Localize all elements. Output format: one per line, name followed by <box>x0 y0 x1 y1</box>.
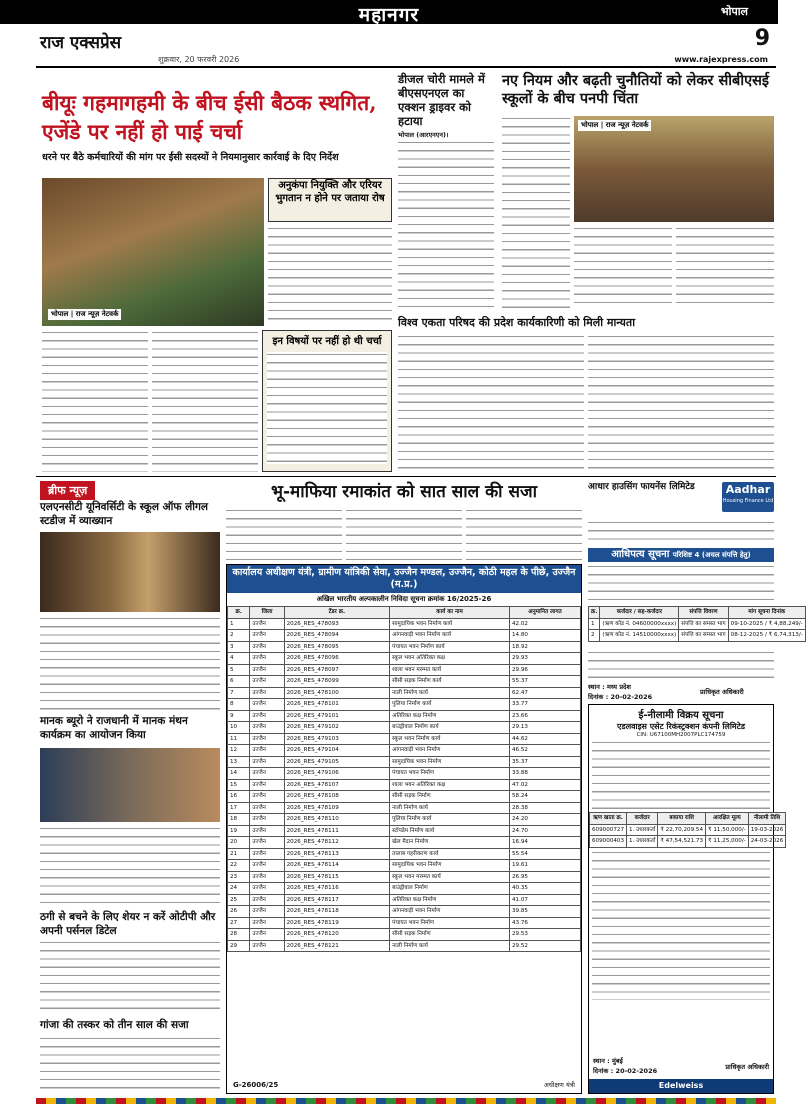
cbse-credit: भोपाल | राज न्यूज़ नेटवर्क <box>578 120 651 131</box>
tender-cell: उज्जैन <box>250 641 284 653</box>
issue-date: शुक्रवार, 20 फरवरी 2026 <box>158 55 240 64</box>
tender-cell: 40.35 <box>509 883 580 895</box>
tender-cell: नाली निर्माण कार्य <box>390 940 510 952</box>
tender-cell: बाउंड्रीवाल निर्माण कार्य <box>390 722 510 734</box>
tender-cell: 27 <box>228 917 250 929</box>
tender-cell: 6 <box>228 676 250 688</box>
tender-row <box>228 837 581 849</box>
edelweiss-cell: ₹ 11,50,000/- <box>706 824 749 836</box>
tender-cell: पुलिया निर्माण कार्य <box>390 699 510 711</box>
tender-cell: उज्जैन <box>250 894 284 906</box>
tender-cell: 13 <box>228 756 250 768</box>
tender-cell: सीसी सड़क निर्माण <box>390 929 510 941</box>
tender-row <box>228 940 581 952</box>
tender-cell: उज्जैन <box>250 768 284 780</box>
tender-row <box>228 733 581 745</box>
edelweiss-cell: 24-03-2026 <box>748 836 786 848</box>
tender-cell: उज्जैन <box>250 940 284 952</box>
tender-cell: 16 <box>228 791 250 803</box>
tender-row <box>228 860 581 872</box>
lead-subhead: धरने पर बैठे कर्मचारियों की मांग पर ईसी सदस्यों ने नियमानुसार कार्रवाई के दिए निर्देश <box>42 152 339 163</box>
tender-cell: उज्जैन <box>250 883 284 895</box>
tender-cell: 3 <box>228 641 250 653</box>
tender-cell: 2026_RES_478101 <box>284 699 390 711</box>
tender-cell: 58.24 <box>509 791 580 803</box>
masthead: राज एक्सप्रेस <box>40 33 122 53</box>
aadhar-signatory: प्राधिकृत अधिकारी <box>700 688 744 696</box>
tender-cell: उज्जैन <box>250 653 284 665</box>
tender-row <box>228 779 581 791</box>
website[interactable]: www.rajexpress.com <box>674 55 768 64</box>
tender-cell: 43.76 <box>509 917 580 929</box>
tender-cell: 2026_RES_478120 <box>284 929 390 941</box>
tender-office: कार्यालय अधीक्षण यंत्री, ग्रामीण यांत्रिकी सेवा, उज्जैन मण्डल, उज्जैन, कोठी महल के पीछे, उज्जैन (म.प्र.) <box>227 565 581 593</box>
tender-cell: 16.94 <box>509 837 580 849</box>
brief-text-3 <box>40 940 220 1014</box>
tender-cell: 21 <box>228 848 250 860</box>
tender-row <box>228 745 581 757</box>
tender-cell: 29.53 <box>509 929 580 941</box>
brief-label: ब्रीफ न्यूज़ <box>40 481 95 500</box>
tender-cell: 2026_RES_478116 <box>284 883 390 895</box>
tender-cell: 10 <box>228 722 250 734</box>
tender-cell: 46.52 <box>509 745 580 757</box>
tender-cell: 12 <box>228 745 250 757</box>
tender-cell: उज्जैन <box>250 710 284 722</box>
tender-cell: सामुदायिक भवन निर्माण <box>390 756 510 768</box>
vishwa-col-2 <box>588 334 774 470</box>
edelweiss-header-cell: नीलामी तिथि <box>748 813 786 825</box>
tender-cell: खेल मैदान निर्माण <box>390 837 510 849</box>
tender-cell: अतिरिक्त कक्ष निर्माण <box>390 710 510 722</box>
tender-cell: 2026_RES_478117 <box>284 894 390 906</box>
aadhar-cell: (ऋण कोड नं. 14510000xxxx) <box>600 630 679 642</box>
tender-cell: 55.54 <box>509 848 580 860</box>
aadhar-logo: Aadhar Housing Finance Ltd <box>722 482 774 512</box>
tender-cell: उज्जैन <box>250 814 284 826</box>
tender-cell: 2026_RES_479106 <box>284 768 390 780</box>
tender-cell: उज्जैन <box>250 779 284 791</box>
tender-cell: पुलिया निर्माण कार्य <box>390 814 510 826</box>
cbse-col-1 <box>502 116 570 310</box>
mid-rule <box>36 476 776 477</box>
aadhar-cell: 08-12-2025 / ₹ 6,74,313/- <box>728 630 805 642</box>
tender-cell: 2026_RES_478111 <box>284 825 390 837</box>
tender-cell: उज्जैन <box>250 917 284 929</box>
tender-cell: 24.70 <box>509 825 580 837</box>
tender-cell: 33.88 <box>509 768 580 780</box>
tender-cell: 55.37 <box>509 676 580 688</box>
vishwa-headline[interactable]: विश्व एकता परिषद की प्रदेश कार्यकारिणी को मिली मान्यता <box>398 316 636 329</box>
tender-cell: 4 <box>228 653 250 665</box>
tender-cell: 2026_RES_478108 <box>284 791 390 803</box>
tender-cell: 11 <box>228 733 250 745</box>
tender-cell: 2026_RES_478109 <box>284 802 390 814</box>
aadhar-table-wrap <box>588 606 803 642</box>
edelweiss-cell: 1. उधारकर्ता <box>627 836 658 848</box>
tender-cell: 2026_RES_479105 <box>284 756 390 768</box>
brief-item-3[interactable]: ठगी से बचने के लिए शेयर न करें ओटीपी और अपनी पर्सनल डिटेल <box>40 911 216 937</box>
tender-cell: पंचायत भवन निर्माण <box>390 917 510 929</box>
tender-row <box>228 641 581 653</box>
tender-cell: उज्जैन <box>250 630 284 642</box>
edelweiss-title: ई-नीलामी विक्रय सूचना <box>638 710 724 721</box>
tender-cell: 2026_RES_478094 <box>284 630 390 642</box>
tender-cell: 2026_RES_478112 <box>284 837 390 849</box>
diesel-text <box>398 140 494 310</box>
vishwa-col-1 <box>398 334 584 470</box>
tender-cell: उज्जैन <box>250 825 284 837</box>
tender-row <box>228 814 581 826</box>
tender-cell: 19 <box>228 825 250 837</box>
tender-cell: 2026_RES_478095 <box>284 641 390 653</box>
tender-cell: 2026_RES_478100 <box>284 687 390 699</box>
tender-cell: 28.38 <box>509 802 580 814</box>
tender-cell: 2026_RES_478118 <box>284 906 390 918</box>
aadhar-date: दिनांक : 20-02-2026 <box>588 693 653 701</box>
lead-headline[interactable]: बीयूः गहमागहमी के बीच ईसी बैठक स्थगित, एजेंडे पर नहीं हो पाई चर्चा <box>42 90 377 144</box>
tender-row <box>228 722 581 734</box>
tender-cell: 25 <box>228 894 250 906</box>
brief-photo-1 <box>40 532 220 612</box>
tender-cell: 2026_RES_478110 <box>284 814 390 826</box>
tender-table <box>227 606 581 952</box>
tender-cell: 24.20 <box>509 814 580 826</box>
tender-cell: सामुदायिक भवन निर्माण <box>390 860 510 872</box>
edelweiss-cell: 609000403 <box>590 836 627 848</box>
tender-row <box>228 710 581 722</box>
aadhar-cell: 09-10-2025 / ₹ 4,88,249/- <box>728 618 805 630</box>
tender-notice <box>226 564 582 1094</box>
tender-cell: उज्जैन <box>250 871 284 883</box>
tender-title: अखिल भारतीय अल्पकालीन निविदा सूचना क्रमांक 16/2025-26 <box>316 595 492 603</box>
tender-cell: 5 <box>228 664 250 676</box>
page-number: 9 <box>754 26 770 51</box>
edelweiss-cell: ₹ 47,54,521.73 <box>658 836 706 848</box>
tender-cell: उज्जैन <box>250 745 284 757</box>
tender-cell: उज्जैन <box>250 676 284 688</box>
tender-cell: 2026_RES_478119 <box>284 917 390 929</box>
mafia-col-1 <box>226 508 342 560</box>
tender-row <box>228 802 581 814</box>
tender-cell: 42.02 <box>509 618 580 630</box>
brief-photo-2 <box>40 748 220 822</box>
tender-cell: 15 <box>228 779 250 791</box>
tender-cell: 23 <box>228 871 250 883</box>
tender-cell: 2026_RES_478114 <box>284 860 390 872</box>
tender-cell: आंगनवाड़ी भवन निर्माण <box>390 906 510 918</box>
aadhar-cell: संपत्ति का समस्त भाग <box>679 618 728 630</box>
tender-cell: 14.80 <box>509 630 580 642</box>
aadhar-cell: संपत्ति का समस्त भाग <box>679 630 728 642</box>
photo-credit: भोपाल | राज न्यूज़ नेटवर्क <box>48 309 121 320</box>
tender-row <box>228 825 581 837</box>
tender-row <box>228 894 581 906</box>
tender-cell: 2026_RES_478121 <box>284 940 390 952</box>
tender-row <box>228 768 581 780</box>
tender-cell: 2026_RES_479103 <box>284 733 390 745</box>
tender-row <box>228 871 581 883</box>
lead-photo <box>42 178 264 326</box>
tender-row <box>228 929 581 941</box>
brief-item-2[interactable]: मानक ब्यूरो ने राजधानी में मानक मंथन कार्यक्रम का आयोजन किया <box>40 715 188 741</box>
tender-cell: उज्जैन <box>250 802 284 814</box>
tender-cell: 2 <box>228 630 250 642</box>
tender-cell: 29.52 <box>509 940 580 952</box>
tender-row <box>228 906 581 918</box>
edelweiss-cell: 1. उधारकर्ता <box>627 824 658 836</box>
aadhar-header-cell: कर्जदार / सह-कर्जदार <box>600 607 679 619</box>
tender-cell: उज्जैन <box>250 791 284 803</box>
tender-cell: उज्जैन <box>250 929 284 941</box>
edelweiss-cell: ₹ 11,25,000/- <box>706 836 749 848</box>
edelweiss-header-cell: आरक्षित मूल्य <box>706 813 749 825</box>
tender-cell: 9 <box>228 710 250 722</box>
tender-cell: 47.02 <box>509 779 580 791</box>
tender-cell: 23.66 <box>509 710 580 722</box>
tender-row <box>228 630 581 642</box>
tender-cell: 24 <box>228 883 250 895</box>
tender-cell: 20 <box>228 837 250 849</box>
tender-cell: 18.92 <box>509 641 580 653</box>
tender-cell: नाली निर्माण कार्य <box>390 802 510 814</box>
aadhar-row <box>589 630 806 642</box>
tender-signature: अधीक्षण यंत्री <box>543 1081 575 1089</box>
lead-box-title: इन विषयों पर नहीं हो थी चर्चा <box>272 336 382 347</box>
edelweiss-header-cell: बकाया राशि <box>658 813 706 825</box>
tender-cell: 41.07 <box>509 894 580 906</box>
tender-cell: 8 <box>228 699 250 711</box>
edelweiss-cell: 19-03-2026 <box>748 824 786 836</box>
mafia-col-3 <box>466 508 582 560</box>
tender-row <box>228 883 581 895</box>
tender-cell: 44.62 <box>509 733 580 745</box>
tender-cell: उज्जैन <box>250 848 284 860</box>
tender-cell: सीसी सड़क निर्माण <box>390 791 510 803</box>
aadhar-header <box>588 482 774 518</box>
tender-cell: पंचायत भवन निर्माण कार्य <box>390 641 510 653</box>
tender-header-cell: क्र. <box>228 607 250 619</box>
tender-cell: 2026_RES_478115 <box>284 871 390 883</box>
cbse-headline[interactable]: नए नियम और बढ़ती चुनौतियों को लेकर सीबीएसई स्कूलों के बीच पनपी चिंता <box>502 73 770 107</box>
aadhar-header-cell: मांग सूचना दिनांक <box>728 607 805 619</box>
tender-cell: 26.95 <box>509 871 580 883</box>
tender-cell: 14 <box>228 768 250 780</box>
tender-cell: 2026_RES_478099 <box>284 676 390 688</box>
tender-cell: सीसी सड़क निर्माण कार्य <box>390 676 510 688</box>
edelweiss-row <box>590 824 786 836</box>
tender-cell: 17 <box>228 802 250 814</box>
edelweiss-row <box>590 836 786 848</box>
section-bar <box>0 0 778 24</box>
tender-cell: 29.96 <box>509 664 580 676</box>
tender-cell: आंगनवाड़ी भवन निर्माण कार्य <box>390 630 510 642</box>
mafia-headline[interactable]: भू-माफिया रमाकांत को सात साल की सजा <box>271 482 537 502</box>
section-title: महानगर <box>358 4 420 26</box>
tender-cell: स्कूल भवन मरम्मत कार्य <box>390 871 510 883</box>
aadhar-header-cell: क्र. <box>589 607 600 619</box>
tender-row <box>228 756 581 768</box>
tender-row <box>228 699 581 711</box>
lead-sidebar-box <box>268 178 392 222</box>
tender-cell: 22 <box>228 860 250 872</box>
brief-text-2 <box>40 826 220 906</box>
aadhar-table <box>588 606 806 642</box>
tender-cell: उज्जैन <box>250 687 284 699</box>
diesel-headline[interactable]: डीजल चोरी मामले में बीएसएनएल का एक्शन ड्राइवर को हटाया <box>398 72 485 128</box>
sidebar-title: अनुकंपा नियुक्ति और एरियर भुगतान न होने पर जताया रोष <box>275 180 385 204</box>
tender-cell: 2026_RES_478113 <box>284 848 390 860</box>
edelweiss-header-cell: कर्जदार <box>627 813 658 825</box>
lead-col-1 <box>42 330 148 472</box>
tender-cell: 2026_RES_479102 <box>284 722 390 734</box>
tender-row <box>228 687 581 699</box>
tender-header-cell: अनुमानित लागत <box>509 607 580 619</box>
tender-cell: आंगनवाड़ी भवन निर्माण <box>390 745 510 757</box>
edelweiss-cin: CIN: U67100MH2007PLC174759 <box>636 732 726 738</box>
tender-cell: 18 <box>228 814 250 826</box>
edelweiss-cell: ₹ 22,70,209.54 <box>658 824 706 836</box>
edelweiss-signatory: प्राधिकृत अधिकारी <box>725 1063 769 1071</box>
sidebar-text <box>268 226 392 326</box>
tender-row <box>228 653 581 665</box>
cbse-photo <box>574 116 774 222</box>
tender-row <box>228 848 581 860</box>
aadhar-cell: (ऋण कोड नं. 04600000xxxx) <box>600 618 679 630</box>
aadhar-notice-title: आधिपत्य सूचना परिशिष्ट 4 (अचल संपत्ति हेतु) <box>588 548 774 562</box>
mafia-col-2 <box>346 508 462 560</box>
city-label: भोपाल <box>720 5 748 18</box>
tender-cell: बाउंड्रीवाल निर्माण <box>390 883 510 895</box>
tender-cell: शाला भवन अतिरिक्त कक्ष <box>390 779 510 791</box>
tender-row <box>228 917 581 929</box>
edelweiss-table <box>589 812 786 848</box>
tender-cell: 39.85 <box>509 906 580 918</box>
tender-cell: 35.37 <box>509 756 580 768</box>
tender-cell: 26 <box>228 906 250 918</box>
tender-cell: सामुदायिक भवन निर्माण कार्य <box>390 618 510 630</box>
aadhar-header-cell: संपत्ति विवरण <box>679 607 728 619</box>
diesel-dateline: भोपाल (आरएनएन)। <box>398 131 449 139</box>
tender-cell: शाला भवन मरम्मत कार्य <box>390 664 510 676</box>
tender-cell: 29.93 <box>509 653 580 665</box>
aadhar-company: आधार हाउसिंग फायनेंस लिमिटेड <box>588 482 695 492</box>
aadhar-place: स्थान : मध्य प्रदेश <box>588 683 631 691</box>
aadhar-address <box>588 520 774 546</box>
tender-cell: पंचायत भवन निर्माण <box>390 768 510 780</box>
tender-cell: अतिरिक्त कक्ष निर्माण <box>390 894 510 906</box>
tender-row <box>228 664 581 676</box>
tender-cell: 1 <box>228 618 250 630</box>
tender-cell: उज्जैन <box>250 664 284 676</box>
brief-text-4 <box>40 1036 220 1094</box>
edelweiss-place: स्थान : मुंबई <box>593 1057 623 1065</box>
tender-cell: उज्जैन <box>250 618 284 630</box>
tender-cell: उज्जैन <box>250 699 284 711</box>
brief-item-4[interactable]: गांजा की तस्कर को तीन साल की सजा <box>40 1019 189 1031</box>
tender-cell: 28 <box>228 929 250 941</box>
tender-cell: 33.77 <box>509 699 580 711</box>
lead-col-2 <box>152 330 258 472</box>
header-rule <box>36 66 776 68</box>
tender-code: G-26006/25 <box>233 1081 279 1089</box>
tender-cell: उज्जैन <box>250 837 284 849</box>
brief-item-1[interactable]: एलएनसीटी यूनिवर्सिटी के स्कूल ऑफ लीगल स्टडीज में व्याख्यान <box>40 501 209 527</box>
tender-cell: 2026_RES_479104 <box>284 745 390 757</box>
edelweiss-logo: Edelweiss <box>589 1079 773 1093</box>
edelweiss-company: एडलवाइस एसेट रिकंस्ट्रक्शन कंपनी लिमिटेड <box>616 722 746 731</box>
tender-header-cell: जिला <box>250 607 284 619</box>
tender-cell: 2026_RES_478096 <box>284 653 390 665</box>
aadhar-row <box>589 618 806 630</box>
tender-cell: स्कूल भवन अतिरिक्त कक्ष <box>390 653 510 665</box>
tender-cell: स्कूल भवन निर्माण कार्य <box>390 733 510 745</box>
tender-cell: 29 <box>228 940 250 952</box>
tender-cell: 2026_RES_478097 <box>284 664 390 676</box>
edelweiss-cell: 609000727 <box>590 824 627 836</box>
tender-cell: नाली निर्माण कार्य <box>390 687 510 699</box>
tender-row <box>228 676 581 688</box>
aadhar-property <box>588 650 774 680</box>
tender-cell: 19.61 <box>509 860 580 872</box>
tender-header-cell: टेंडर क्र. <box>284 607 390 619</box>
tender-cell: स्टॉपडेम निर्माण कार्य <box>390 825 510 837</box>
tender-cell: उज्जैन <box>250 860 284 872</box>
aadhar-body <box>588 564 774 604</box>
tender-cell: 62.47 <box>509 687 580 699</box>
tender-cell: उज्जैन <box>250 756 284 768</box>
cbse-col-2 <box>574 226 672 310</box>
tender-cell: 2026_RES_479101 <box>284 710 390 722</box>
aadhar-cell: 2 <box>589 630 600 642</box>
edelweiss-header-cell: ऋण खाता क्र. <box>590 813 627 825</box>
tender-cell: उज्जैन <box>250 733 284 745</box>
edelweiss-notice <box>588 704 784 1094</box>
tender-cell: उज्जैन <box>250 906 284 918</box>
cbse-col-3 <box>676 226 774 310</box>
tender-row <box>228 791 581 803</box>
tender-cell: 2026_RES_478093 <box>284 618 390 630</box>
tender-header-cell: कार्य का नाम <box>390 607 510 619</box>
tender-cell: तालाब गहरीकरण कार्य <box>390 848 510 860</box>
aadhar-cell: 1 <box>589 618 600 630</box>
tender-cell: 7 <box>228 687 250 699</box>
footer-band <box>36 1098 776 1104</box>
tender-cell: 2026_RES_478107 <box>284 779 390 791</box>
brief-text-1 <box>40 616 220 710</box>
lead-box <box>262 330 392 472</box>
edelweiss-date: दिनांक : 20-02-2026 <box>593 1067 658 1075</box>
tender-cell: उज्जैन <box>250 722 284 734</box>
tender-row <box>228 618 581 630</box>
tender-cell: 29.13 <box>509 722 580 734</box>
